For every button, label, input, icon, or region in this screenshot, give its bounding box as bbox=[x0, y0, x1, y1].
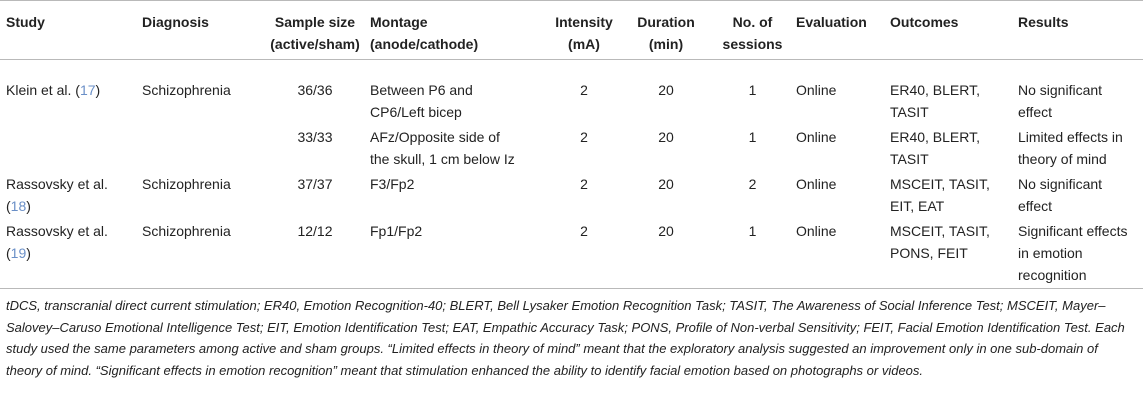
sessions-cell: 1 bbox=[709, 217, 796, 289]
evaluation-cell: Online bbox=[796, 129, 837, 145]
header-study: Study bbox=[0, 1, 142, 60]
montage-cell: Between P6 and CP6/Left bicep bbox=[370, 82, 473, 120]
table-row bbox=[0, 217, 1143, 289]
reference-link[interactable]: 19 bbox=[10, 245, 27, 261]
evaluation-cell: Online bbox=[796, 82, 837, 98]
intensity-cell: 2 bbox=[580, 129, 588, 145]
sample-size-cell: 12/12 bbox=[260, 217, 370, 289]
study-cell bbox=[0, 123, 142, 170]
outcomes-cell: ER40, BLERT, TASIT bbox=[890, 82, 981, 120]
results-cell: No significant effect bbox=[1018, 176, 1103, 214]
diagnosis-cell: Schizophrenia bbox=[142, 176, 231, 192]
duration-cell: 20 bbox=[658, 82, 674, 98]
intensity-cell: 2 bbox=[580, 82, 588, 98]
header-outcomes: Outcomes bbox=[890, 1, 1018, 60]
header-diagnosis: Diagnosis bbox=[142, 1, 260, 60]
sample-size-cell: 33/33 bbox=[297, 129, 333, 145]
intensity-cell: 2 bbox=[545, 217, 623, 289]
reference-link[interactable]: 17 bbox=[79, 82, 96, 98]
duration-cell: 20 bbox=[658, 129, 674, 145]
study-cell: Klein et al. (17) bbox=[6, 82, 101, 98]
outcomes-cell: ER40, BLERT, TASIT bbox=[890, 129, 981, 167]
study-cell: Rassovsky et al. (18) bbox=[6, 176, 108, 214]
intensity-cell: 2 bbox=[580, 176, 588, 192]
results-cell: No significant effect bbox=[1018, 82, 1103, 120]
table-row bbox=[0, 60, 1143, 124]
diagnosis-cell: Schizophrenia bbox=[142, 82, 231, 98]
sample-size-cell: 36/36 bbox=[297, 82, 333, 98]
table-row bbox=[0, 123, 1143, 170]
results-cell: Significant effects in emotion recognition bbox=[1018, 217, 1143, 289]
header-montage: Montage (anode/cathode) bbox=[370, 1, 545, 60]
sessions-cell: 1 bbox=[748, 129, 757, 145]
diagnosis-cell: Schizophrenia bbox=[142, 217, 260, 289]
evaluation-cell: Online bbox=[796, 176, 837, 192]
header-results: Results bbox=[1018, 1, 1143, 60]
sessions-cell: 1 bbox=[748, 82, 757, 98]
duration-cell: 20 bbox=[623, 217, 709, 289]
duration-cell: 20 bbox=[658, 176, 674, 192]
header-row bbox=[0, 1, 1143, 60]
sessions-cell: 2 bbox=[748, 176, 757, 192]
outcomes-cell: MSCEIT, TASIT, PONS, FEIT bbox=[890, 217, 1018, 289]
outcomes-cell: MSCEIT, TASIT, EIT, EAT bbox=[890, 176, 990, 214]
header-sessions: No. of sessions bbox=[709, 1, 796, 60]
header-evaluation: Evaluation bbox=[796, 1, 890, 60]
evaluation-cell: Online bbox=[796, 217, 890, 289]
montage-cell: F3/Fp2 bbox=[370, 176, 415, 192]
header-intensity: Intensity (mA) bbox=[545, 1, 623, 60]
results-cell: Limited effects in theory of mind bbox=[1018, 129, 1123, 167]
reference-link[interactable]: 18 bbox=[10, 198, 27, 214]
study-cell: Rassovsky et al. (19) bbox=[0, 217, 142, 289]
sample-size-cell: 37/37 bbox=[297, 176, 333, 192]
montage-cell: Fp1/Fp2 bbox=[370, 217, 545, 289]
montage-cell: AFz/Opposite side of the skull, 1 cm below Iz bbox=[370, 129, 515, 167]
diagnosis-cell bbox=[142, 123, 260, 170]
table-row bbox=[0, 170, 1143, 217]
table-footnote: tDCS, transcranial direct current stimulation; ER40, Emotion Recognition-40; BLERT, Bell Lysaker Emotion Recognition Task; TASIT, The Awareness of Social Inference Test; MSCEIT, Mayer–Salovey–Caruso Emotional Intelligence Test; EIT, Emotion Identification Test; EAT, Empathic Accuracy Task; PONS, Profile of Non-verbal Sensitivity; FEIT, Facial Emotion Identification Test. Each study used the same parameters among active and sham groups. “Limited effects in theory of mind” meant that the exploratory analysis suggested an improvement only in one sub-domain of theory of mind. “Significant effects in emotion recognition” meant that stimulation enhanced the ability to identify facial emotion based on photographs or videos. bbox=[6, 298, 1125, 378]
header-sample-size: Sample size (active/sham) bbox=[260, 1, 370, 60]
header-duration: Duration (min) bbox=[623, 1, 709, 60]
